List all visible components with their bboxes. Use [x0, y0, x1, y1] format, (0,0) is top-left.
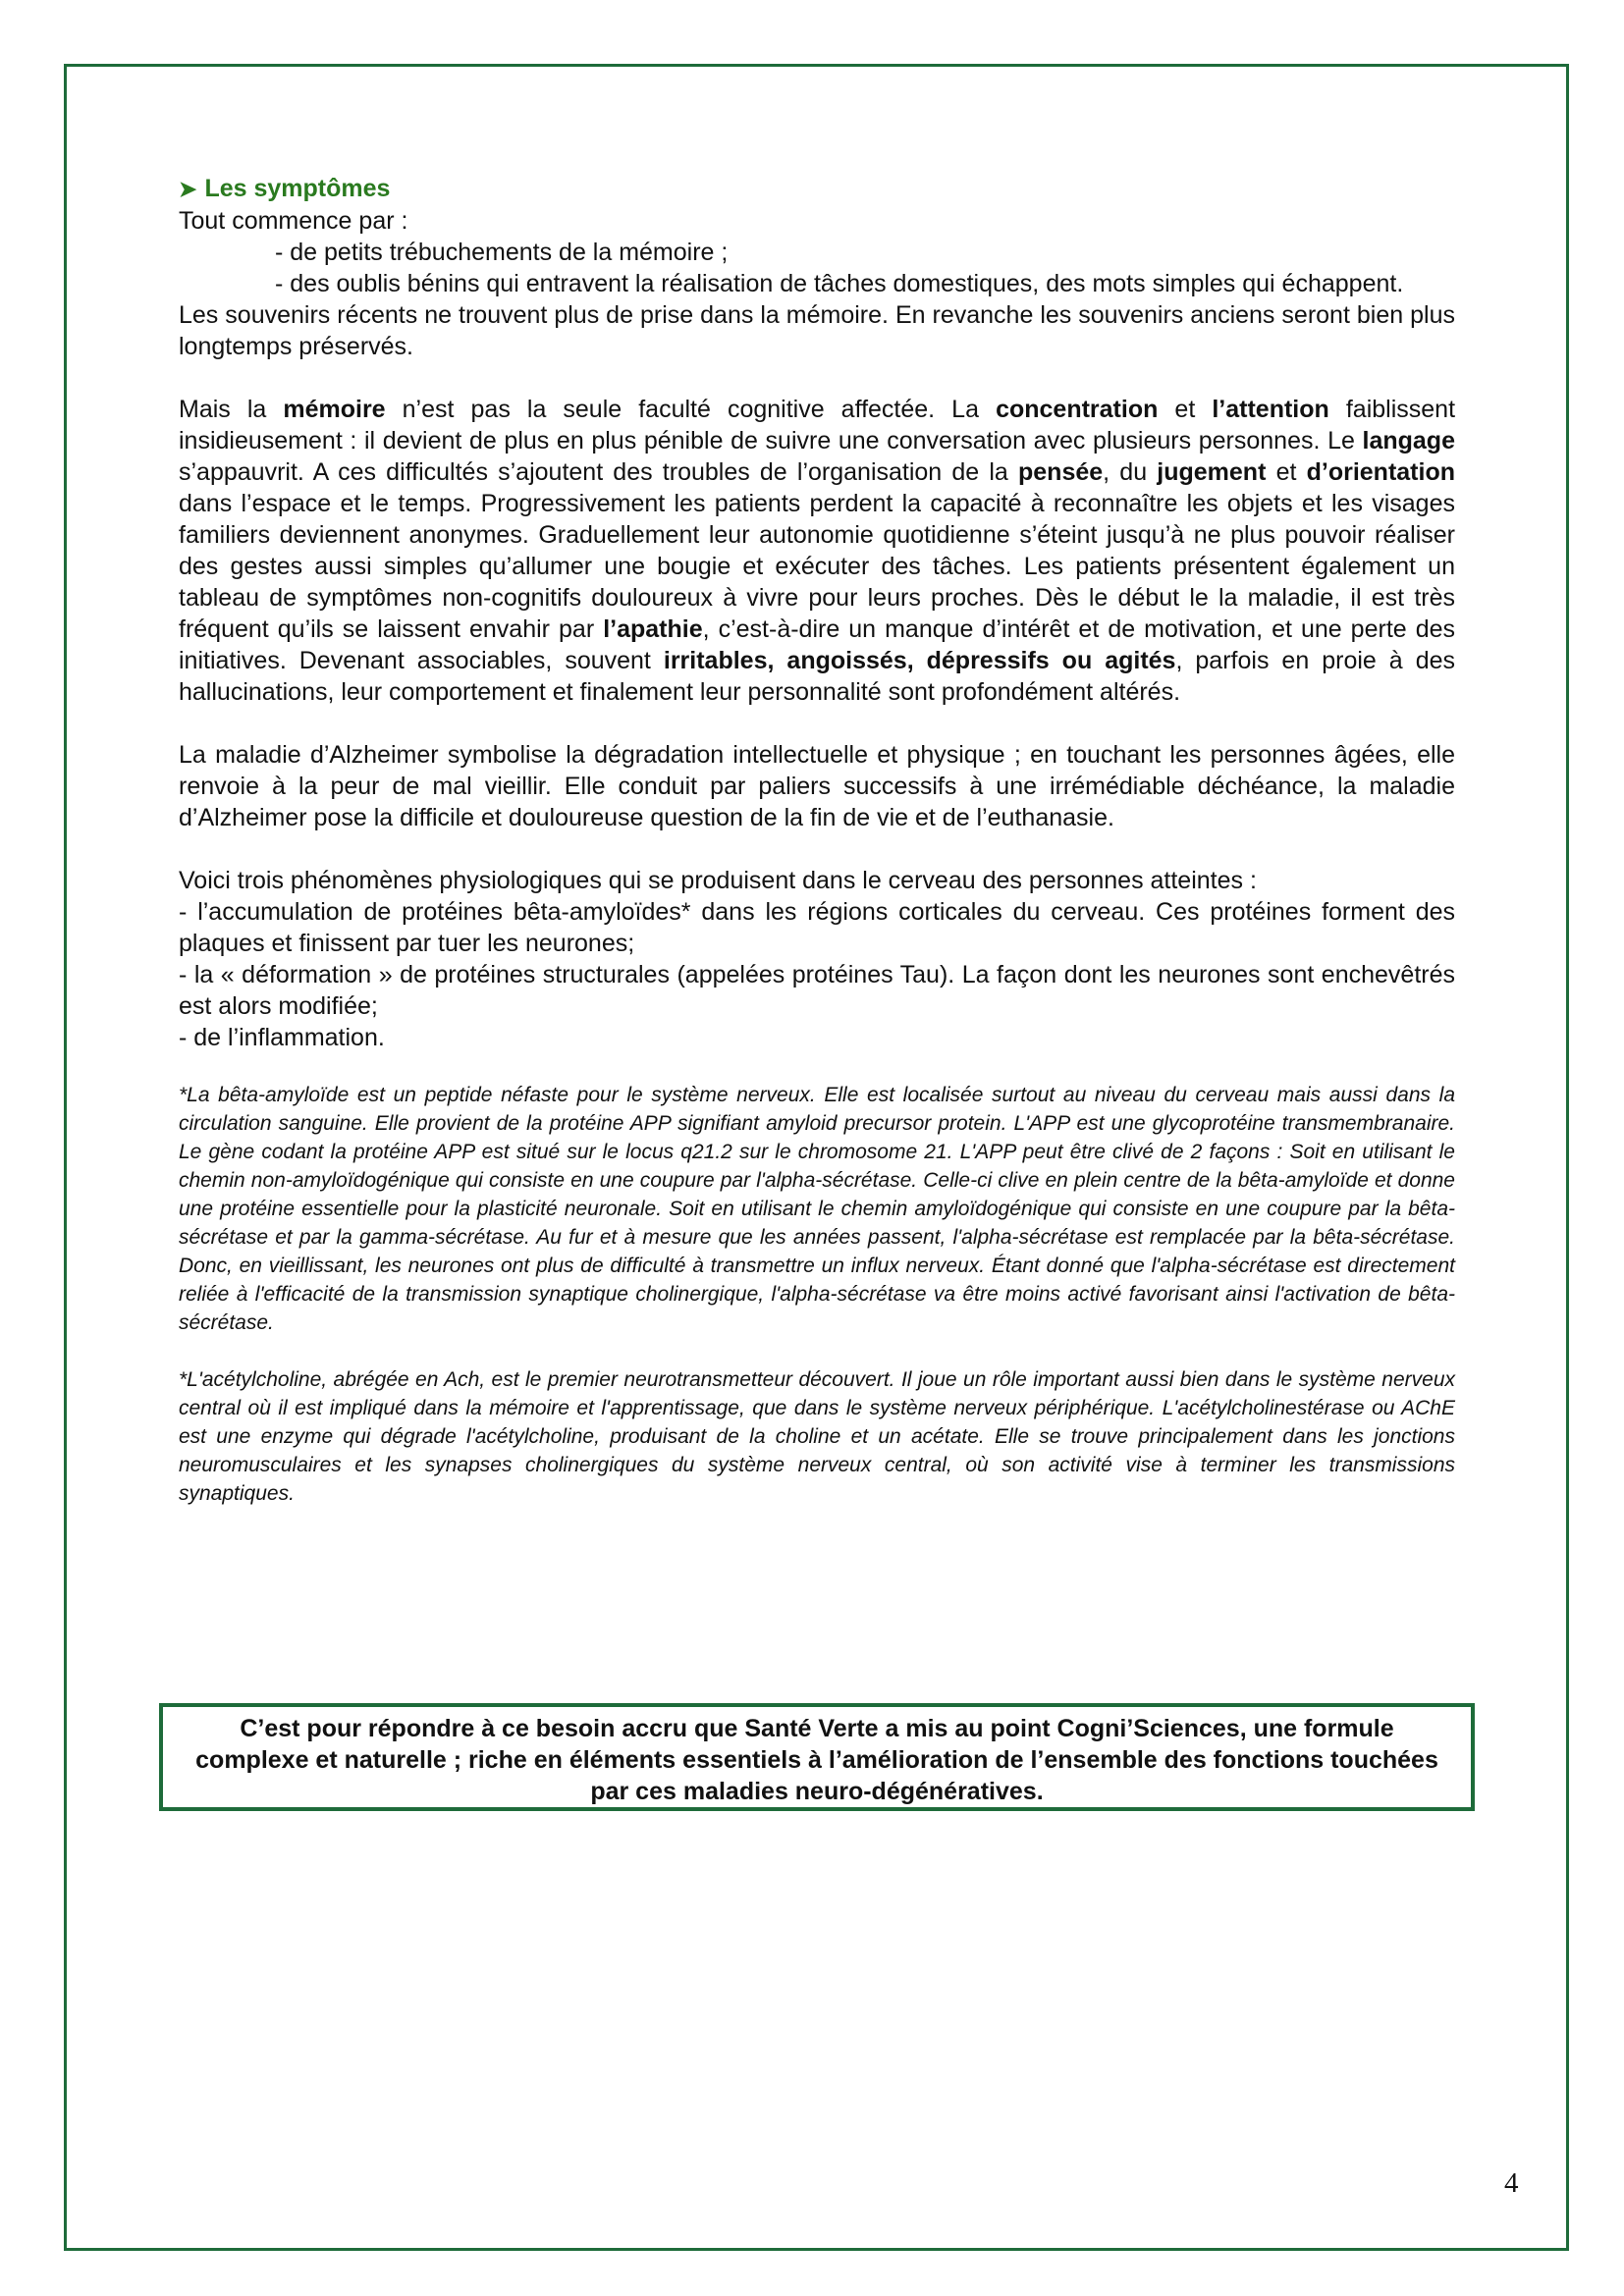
emphasis-term: jugement [1157, 458, 1267, 486]
text-run: , parfois en proie à des hallucinations, leur comportement et finalement leur personnalité sont profondément altérés. [179, 647, 1456, 706]
section-heading-text: Les symptômes [204, 175, 391, 202]
text-run: et [1266, 458, 1307, 486]
text-run: , du [1103, 458, 1158, 486]
emphasis-term: concentration [996, 396, 1159, 423]
text-run: dans l’espace et le temps. Progressivement les patients perdent la capacité à reconnaître les objets et les visages familiers deviennent anonymes. Graduellement leur autonomie quotidienne s’éteint jusqu’à ne plus pouvoir réaliser des gestes aussi simples qu’allumer une bougie et exécuter des tâches. Les patients présentent également un tableau de symptômes non-cognitifs douloureux à vivre pour leurs proches. Dès le début le la maladie, il est très fréquent qu’ils se laissent envahir par [179, 490, 1455, 643]
text-run: Mais la [179, 396, 284, 423]
chevron-right-icon: ➤ [179, 177, 197, 201]
callout-box [159, 1703, 1475, 1811]
footnotes [179, 1081, 1455, 1508]
phenomenon-item: - l’accumulation de protéines bêta-amyloïdes* dans les régions corticales du cerveau. Ces protéines forment des plaques et finissent par tuer les neurones; [179, 898, 1455, 957]
phenomenon-item: - la « déformation » de protéines structurales (appelées protéines Tau). La façon dont les neurones sont enchevêtrés est alors modifiée; [179, 961, 1455, 1020]
callout-text: C’est pour répondre à ce besoin accru que Santé Verte a mis au point Cogni’Sciences, une formule complexe et naturelle ; riche en éléments essentiels à l’amélioration de l’ensemble des fonctions touchées par ces maladies neuro-dégénératives. [195, 1715, 1438, 1805]
text-run: n’est pas la seule faculté cognitive affectée. La [385, 396, 997, 423]
footnote-beta-amyloid: *La bêta-amyloïde est un peptide néfaste pour le système nerveux. Elle est localisée surtout au niveau du cerveau mais aussi dans la circulation sanguine. Elle provient de la protéine APP signifiant amyloid precursor protein. L'APP est une glycoprotéine transmembranaire. Le gène codant la protéine APP est situé sur le locus q21.2 sur le chromosome 21. L'APP peut être clivé de 2 façons : Soit en utilisant le chemin non-amyloïdogénique qui consiste en une coupure par l'alpha-sécrétase. Celle-ci clive en plein centre de la bêta-amyloïde et donne une protéine essentielle pour la plasticité neuronale. Soit en utilisant le chemin amyloïdogénique qui consiste en une coupure par la bêta-sécrétase et par la gamma-sécrétase. Au fur et à mesure que les années passent, l'alpha-sécrétase est remplacée par la bêta-sécrétase. Donc, en vieillissant, les neurones ont plus de difficulté à transmettre un influx nerveux. Étant donné que l'alpha-sécrétase est directement reliée à l'efficacité de la transmission synaptique cholinergique, l'alpha-sécrétase va être moins activé favorisant ainsi l'activation de bêta-sécrétase. [179, 1084, 1455, 1334]
phenomenon-item: - de l’inflammation. [179, 1024, 385, 1051]
footnote-acetylcholine: *L'acétylcholine, abrégée en Ach, est le premier neurotransmetteur découvert. Il joue un rôle important aussi bien dans le système nerveux central où il est impliqué dans la mémoire et l'apprentissage, que dans le système nerveux périphérique. L'acétylcholinestérase ou AChE est une enzyme qui dégrade l'acétylcholine, produisant de la choline et un acétate. Elle se trouve principalement dans les jonctions neuromusculaires et les synapses cholinergiques du système nerveux central, où son activité vise à terminer les transmissions synaptiques. [179, 1368, 1455, 1505]
text-run: faiblissent insidieusement : il devient de plus en plus pénible de suivre une conversation avec plusieurs personnes. Le [179, 396, 1456, 454]
list-item: - de petits trébuchements de la mémoire ; [275, 239, 729, 266]
document-body [179, 173, 1455, 1508]
section-heading [179, 173, 1455, 205]
paragraph-degradation: La maladie d’Alzheimer symbolise la dégradation intellectuelle et physique ; en touchant les personnes âgées, elle renvoie à la peur de mal vieillir. Elle conduit par paliers successifs à une irrémédiable déchéance, la maladie d’Alzheimer pose la difficile et douloureuse question de la fin de vie et de l’euthanasie. [179, 741, 1455, 831]
text-run: s’appauvrit. A ces difficultés s’ajoutent des troubles de l’organisation de la [179, 458, 1018, 486]
paragraph-cognitive-faculties [179, 394, 1455, 708]
page-number: 4 [1504, 2167, 1519, 2199]
paragraph-phenomena-intro: Voici trois phénomènes physiologiques qui se produisent dans le cerveau des personnes atteintes : [179, 867, 1257, 894]
list-item: - des oublis bénins qui entravent la réalisation de tâches domestiques, des mots simples qui échappent. [275, 270, 1404, 297]
emphasis-term: langage [1362, 427, 1455, 454]
emphasis-term: l’attention [1212, 396, 1329, 423]
emphasis-term: irritables, angoissés, dépressifs ou agités [663, 647, 1176, 674]
emphasis-term: l’apathie [603, 615, 703, 643]
text-run: et [1158, 396, 1213, 423]
emphasis-term: mémoire [283, 396, 386, 423]
emphasis-term: d’orientation [1306, 458, 1455, 486]
emphasis-term: pensée [1018, 458, 1104, 486]
intro-line: Tout commence par : [179, 207, 408, 235]
text-run: , c’est-à-dire un manque d’intérêt et de motivation, et une perte des initiatives. Devenant associables, souvent [179, 615, 1456, 674]
paragraph-memories: Les souvenirs récents ne trouvent plus de prise dans la mémoire. En revanche les souvenirs anciens seront bien plus longtemps préservés. [179, 301, 1455, 360]
